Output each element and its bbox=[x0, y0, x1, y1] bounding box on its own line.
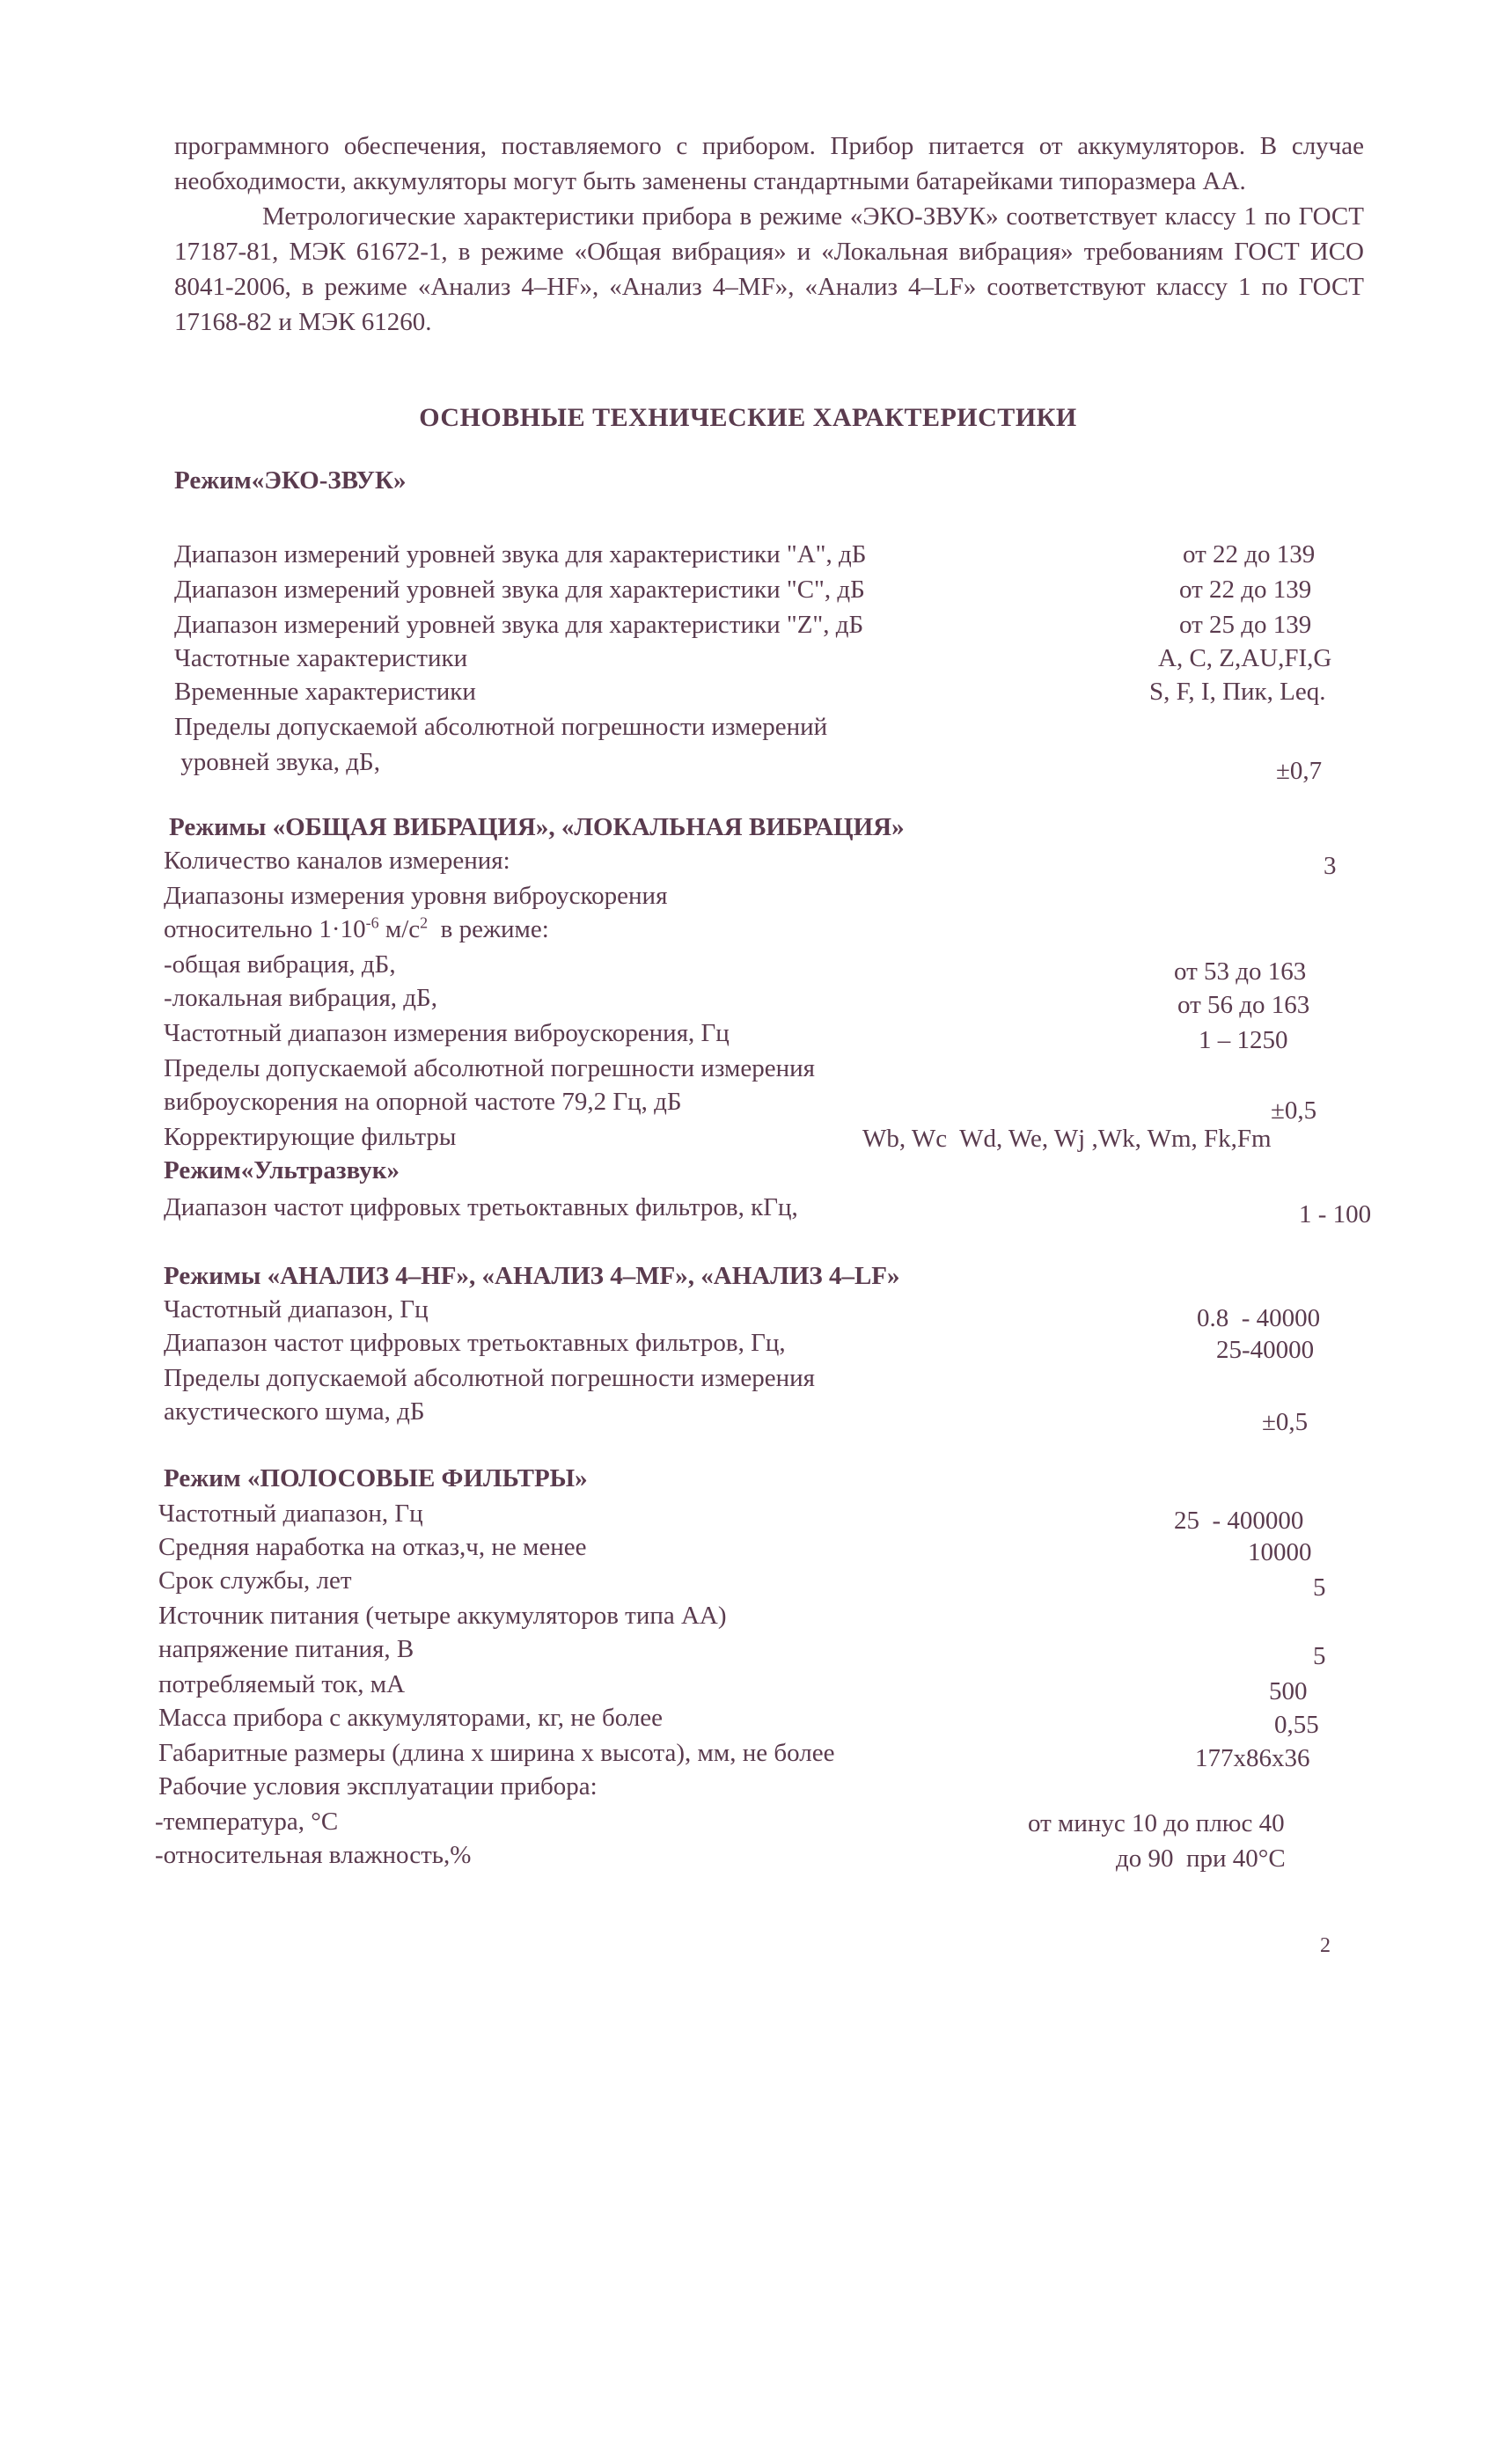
spec-value: Wb, Wc Wd, We, Wj ,Wk, Wm, Fk,Fm bbox=[862, 1125, 1272, 1153]
spec-value: 1 – 1250 bbox=[1199, 1026, 1288, 1054]
spec-label: Частотный диапазон, Гц bbox=[158, 1500, 423, 1528]
exponent: 2 bbox=[420, 913, 429, 932]
spec-label: Пределы допускаемой абсолютной погрешности измерения bbox=[164, 1364, 815, 1392]
section-title-ultrasound: Режим«Ультразвук» bbox=[164, 1156, 400, 1184]
spec-label: Диапазон частот цифровых третьоктавных фильтров, Гц, bbox=[164, 1329, 786, 1357]
spec-label: Количество каналов измерения: bbox=[164, 847, 510, 875]
spec-label: Диапазон частот цифровых третьоктавных фильтров, кГц, bbox=[164, 1193, 798, 1221]
spec-value: 3 bbox=[1324, 852, 1337, 880]
spec-label: Диапазон измерений уровней звука для характеристики "А", дБ bbox=[174, 540, 867, 568]
section-title-vibration: Режимы «ОБЩАЯ ВИБРАЦИЯ», «ЛОКАЛЬНАЯ ВИБРАЦИЯ» bbox=[169, 813, 905, 841]
spec-value: 0.8 - 40000 bbox=[1197, 1304, 1321, 1332]
spec-label: Масса прибора с аккумуляторами, кг, не более bbox=[158, 1704, 664, 1732]
spec-label-part: относительно 1·10 bbox=[164, 915, 366, 943]
spec-label: Срок службы, лет bbox=[158, 1566, 352, 1595]
section-title-eco: Режим«ЭКО-ЗВУК» bbox=[174, 466, 407, 495]
spec-value: 0,55 bbox=[1274, 1711, 1319, 1739]
spec-label-part: в режиме: bbox=[428, 915, 549, 943]
spec-value: от 25 до 139 bbox=[1179, 611, 1312, 639]
spec-value: от 22 до 139 bbox=[1183, 540, 1316, 568]
spec-value: 25 - 400000 bbox=[1174, 1507, 1304, 1535]
spec-value: 10000 bbox=[1248, 1538, 1312, 1566]
spec-label: Диапазон измерений уровней звука для характеристики "Z", дБ bbox=[174, 611, 864, 639]
spec-value: 500 bbox=[1269, 1677, 1308, 1705]
spec-label: Пределы допускаемой абсолютной погрешности измерений bbox=[174, 713, 828, 741]
spec-label: Средняя наработка на отказ,ч, не менее bbox=[158, 1533, 587, 1561]
spec-label: Корректирующие фильтры bbox=[164, 1123, 457, 1151]
spec-value: до 90 при 40°С bbox=[1116, 1844, 1286, 1873]
spec-value: ±0,5 bbox=[1262, 1408, 1309, 1436]
section-title-band-filters: Режим «ПОЛОСОВЫЕ ФИЛЬТРЫ» bbox=[164, 1464, 588, 1492]
spec-label: Диапазоны измерения уровня виброускорения bbox=[164, 882, 668, 910]
spec-value: 1 - 100 bbox=[1299, 1200, 1372, 1228]
spec-value: от 22 до 139 bbox=[1179, 576, 1312, 604]
spec-value: от минус 10 до плюс 40 bbox=[1028, 1809, 1285, 1837]
spec-label: Рабочие условия эксплуатации прибора: bbox=[158, 1772, 598, 1800]
spec-value: от 56 до 163 bbox=[1177, 991, 1310, 1019]
spec-label: потребляемый ток, мА bbox=[158, 1670, 406, 1698]
spec-value: A, C, Z,AU,FI,G bbox=[1158, 644, 1332, 672]
spec-value: 5 bbox=[1313, 1642, 1326, 1670]
spec-label: Пределы допускаемой абсолютной погрешности измерения bbox=[164, 1054, 815, 1082]
spec-label: уровней звука, дБ, bbox=[174, 748, 380, 776]
spec-label: Частотный диапазон, Гц bbox=[164, 1295, 429, 1324]
intro-paragraph-2: Метрологические характеристики прибора в режиме «ЭКО-ЗВУК» соответствует классу 1 по ГОСТ 17187-81, МЭК 61672-1, в режиме «Общая вибрация» и «Локальная вибрация» требованиям ГОСТ ИСО 8041-2006, в режиме «Анализ 4–HF», «Анализ 4–MF», «Анализ 4–LF» соответствуют классу 1 по ГОСТ 17168-82 и МЭК 61260. bbox=[174, 202, 1364, 336]
spec-value: S, F, I, Пик, Leq. bbox=[1149, 678, 1326, 706]
spec-label bbox=[164, 913, 549, 945]
main-title: ОСНОВНЫЕ ТЕХНИЧЕСКИЕ ХАРАКТЕРИСТИКИ bbox=[419, 403, 1077, 432]
spec-label: акустического шума, дБ bbox=[164, 1397, 425, 1426]
spec-value: 5 bbox=[1313, 1573, 1326, 1602]
spec-label: Частотные характеристики bbox=[174, 644, 468, 672]
page-number: 2 bbox=[1320, 1934, 1331, 1957]
spec-value: 177х86х36 bbox=[1195, 1744, 1310, 1772]
spec-label: Частотный диапазон измерения виброускорения, Гц bbox=[164, 1019, 730, 1047]
section-title-analysis: Режимы «АНАЛИЗ 4–HF», «АНАЛИЗ 4–MF», «АНАЛИЗ 4–LF» bbox=[164, 1262, 900, 1290]
spec-value: ±0,7 bbox=[1276, 757, 1323, 785]
spec-label: Временные характеристики bbox=[174, 678, 476, 706]
spec-label: -общая вибрация, дБ, bbox=[164, 950, 396, 979]
spec-label: Диапазон измерений уровней звука для характеристики "С", дБ bbox=[174, 576, 865, 604]
spec-label: -относительная влажность,% bbox=[155, 1841, 472, 1869]
spec-label: виброускорения на опорной частоте 79,2 Гц, дБ bbox=[164, 1088, 682, 1116]
spec-label: Габаритные размеры (длина х ширина х высота), мм, не более bbox=[158, 1739, 835, 1767]
intro-text bbox=[174, 128, 1364, 340]
spec-label: -температура, °С bbox=[155, 1808, 339, 1836]
spec-value: 25-40000 bbox=[1216, 1336, 1315, 1364]
exponent: -6 bbox=[365, 913, 379, 932]
spec-value: от 53 до 163 bbox=[1174, 957, 1307, 986]
spec-label: -локальная вибрация, дБ, bbox=[164, 984, 437, 1012]
spec-label-part: м/с bbox=[378, 915, 421, 943]
spec-value: ±0,5 bbox=[1271, 1096, 1317, 1125]
spec-label: Источник питания (четыре аккумуляторов типа АА) bbox=[158, 1602, 727, 1630]
intro-paragraph-1: программного обеспечения, поставляемого с прибором. Прибор питается от аккумуляторов. В случае необходимости, аккумуляторы могут быть заменены стандартными батарейками типоразмера АА. bbox=[174, 132, 1364, 195]
spec-label: напряжение питания, В bbox=[158, 1635, 414, 1663]
